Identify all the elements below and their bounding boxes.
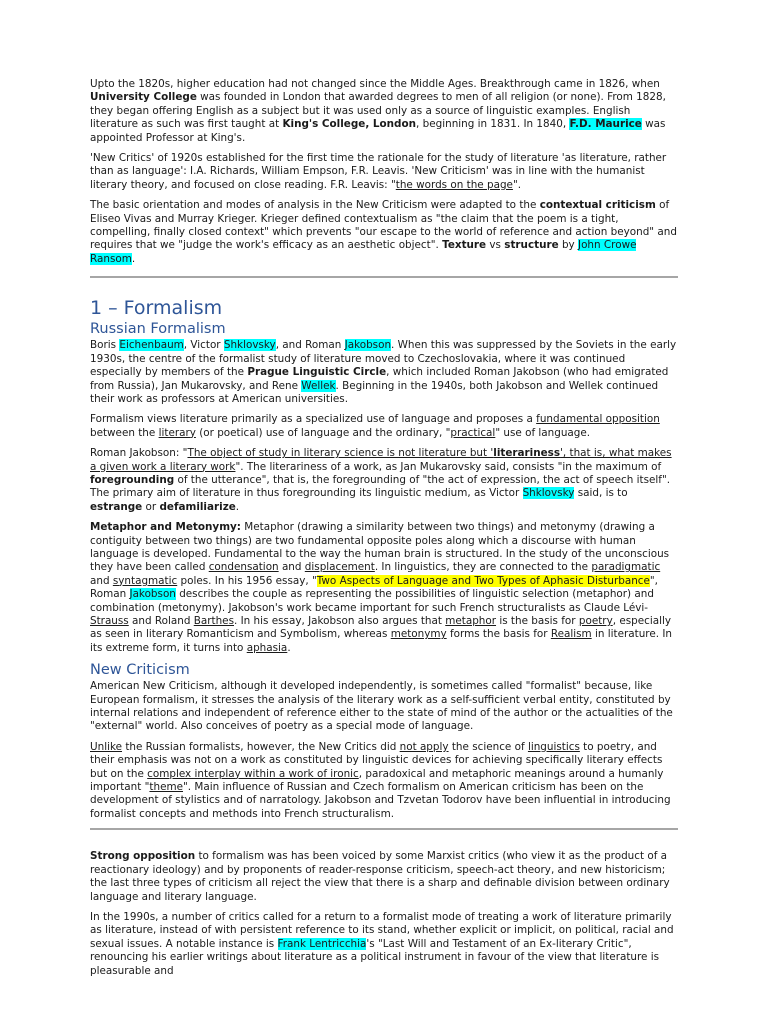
- subheading-russian-formalism: Russian Formalism: [90, 321, 226, 338]
- paragraph-unlike-russian: [90, 741, 678, 821]
- text: and: [90, 574, 113, 587]
- text: and: [278, 561, 305, 574]
- text: , Victor: [183, 339, 224, 352]
- document-page: [90, 78, 678, 985]
- text: Metaphor (drawing a similarity between two things) and metonymy (drawing a contiguity between two things) are two fundamental opposite poles along which a discourse with human language is developed. Fundamental to the way the human brain is structured. In the study of the unconscious they have been called: [90, 521, 670, 574]
- underlined-text: Barthes: [193, 615, 234, 627]
- bold-text: foregrounding: [90, 473, 175, 486]
- text: 'New Critics' of 1920s established for the first time the rationale for the study of literature 'as literature, rather than as language': I.A. Richards, William Empson, F.R. Leavis. 'New Criticism' was in line with the humanist literary theory, and focused on close reading. F.R. Leavis: ": [90, 152, 667, 191]
- text: to formalism was has been voiced by some Marxist critics (who view it as the product of a reactionary ideology) and by proponents of reader-response criticism, speech-act theory, and new historicism; the last three types of criticism all reject the view that there is a sharp and definable division between ordinary language and literary language.: [90, 850, 670, 903]
- highlighted-name: Wellek: [301, 379, 336, 392]
- text: , beginning in 1831. In 1840,: [416, 118, 570, 131]
- highlighted-name: Eichenbaum: [119, 339, 184, 352]
- text: between the: [90, 426, 159, 439]
- underlined-text: metaphor: [445, 615, 497, 627]
- text: is the basis for: [496, 615, 579, 627]
- highlighted-name: Frank Lentricchia: [277, 937, 367, 950]
- paragraph-literariness: [90, 447, 678, 514]
- underlined-text: ', that is, what makes a given work a literary work: [90, 447, 672, 473]
- text: or: [142, 500, 160, 513]
- paragraph-russian-formalists: [90, 339, 678, 406]
- paragraph-1990s-return: [90, 911, 678, 978]
- text: of Eliseo Vivas and Murray Krieger. Krieger defined contextualism as "the claim that the poem is a tight, compelling, finally closed context" which prevents "our escape to the world of reference and action beyond" and requires that we "judge the work's efficacy as an aesthetic object".: [90, 199, 677, 252]
- underlined-text: linguistics: [527, 740, 580, 753]
- text: (or poetical) use of language and the ordinary, ": [195, 426, 451, 439]
- underlined-text: poetry: [578, 615, 613, 627]
- underlined-text: condensation: [208, 561, 279, 574]
- highlighted-name: John Crowe Ransom: [90, 239, 637, 265]
- text: Formalism views literature primarily as a specialized use of language and proposes a: [90, 413, 537, 426]
- section-heading-formalism: 1 – Formalism: [90, 297, 223, 320]
- bold-text: Metaphor and Metonymy:: [90, 521, 241, 534]
- underlined-text: literary: [158, 426, 196, 439]
- text: , paradoxical and metaphoric meanings around a humanly important ": [90, 767, 664, 794]
- horizontal-rule: [90, 828, 678, 830]
- underlined-text: complex interplay within a work of ironic: [147, 767, 359, 780]
- underlined-text: Realism: [550, 628, 592, 641]
- text: . When this was suppressed by the Soviets in the early 1930s, the centre of the formalist study of literature moved to Czechoslovakia, where it was continued especially by members of the: [90, 339, 677, 379]
- underlined-text: practical: [450, 426, 496, 439]
- text: " use of language.: [495, 426, 591, 439]
- text: ".: [512, 178, 522, 191]
- text: to poetry, and their emphasis was not on a work as constituted by linguistic devices for achieving specifically literary effects but on the: [90, 740, 663, 780]
- paragraph-strong-opposition: [90, 850, 678, 904]
- text: ". The literariness of a work, as Jan Mukarovsky said, consists "in the maximum of: [235, 460, 662, 473]
- underlined-text: not apply: [399, 740, 449, 753]
- highlighted-name: Jakobson: [344, 339, 392, 352]
- underlined-text: Unlike: [90, 740, 123, 753]
- text: Roman Jakobson: ": [90, 447, 188, 460]
- text: .: [235, 500, 240, 513]
- text: ", Roman: [90, 574, 658, 601]
- bold-text: structure: [504, 239, 559, 252]
- text: was founded in London that awarded degrees to men of all religion (or none). From 1828, they began offering English as a subject but it was used only as a source of linguistic examples. English literature as such was first taught at: [90, 91, 666, 131]
- paragraph-higher-education: [90, 78, 678, 145]
- highlighted-name: Shklovsky: [223, 339, 276, 352]
- text: In the 1990s, a number of critics called for a return to a formalist mode of treating a work of literature primarily as literature, instead of with persistent reference to its stand, whether explicit or implicit, on political, racial and sexual issues. A notable instance is: [90, 910, 674, 950]
- bold-text: contextual criticism: [539, 199, 656, 212]
- highlighted-name: F.D. Maurice: [569, 118, 642, 131]
- bold-text: Prague Linguistic Circle: [247, 366, 387, 379]
- underlined-text: Strauss: [90, 615, 129, 627]
- bold-text: University College: [90, 91, 197, 104]
- text: poles. In his 1956 essay, ": [177, 574, 317, 587]
- bold-text: King's College, London: [282, 118, 417, 131]
- text: describes the couple as representing the possibilities of linguistic selection (metaphor) and combination (metonymy). Jakobson's work became important for such French structuralists as Claude Lévi-: [90, 588, 654, 614]
- text: Upto the 1820s, higher education had not changed since the Middle Ages. Breakthrough came in 1826, when: [90, 78, 660, 90]
- text: .: [131, 252, 136, 265]
- bold-text: estrange: [90, 500, 143, 513]
- text: and Roland: [128, 615, 194, 627]
- paragraph-formalism-views: [90, 413, 678, 440]
- text: by: [558, 239, 579, 252]
- text: . In his essay, Jakobson also argues that: [233, 615, 446, 627]
- text: said, is to: [574, 487, 628, 500]
- paragraph-new-critics: [90, 152, 678, 192]
- highlighted-essay-title: Two Aspects of Language and Two Types of Aphasic Disturbance: [316, 574, 650, 587]
- underlined-text: the words on the page: [395, 178, 513, 191]
- bold-text: Texture: [442, 239, 487, 252]
- text: .: [287, 641, 291, 654]
- underlined-text: The object of study in literary science is not literature but ': [187, 447, 494, 460]
- underlined-text: fundamental opposition: [536, 413, 660, 426]
- text: of the utterance", that is, the foregrounding of "the act of expression, the act of speech itself". The primary aim of literature in thus foregrounding its linguistic medium, as Victor: [90, 473, 671, 500]
- text: the Russian formalists, however, the New Critics did: [122, 740, 400, 753]
- text: , which included Roman Jakobson (who had emigrated from Russia), Jan Mukarovsky, and Rene: [90, 366, 669, 392]
- paragraph-metaphor-metonymy: [90, 521, 678, 655]
- bold-text: defamiliarize: [159, 500, 236, 513]
- underlined-text: metonymy: [390, 628, 447, 641]
- underlined-text: theme: [149, 781, 183, 794]
- text: , and Roman: [275, 339, 345, 352]
- horizontal-rule: [90, 276, 678, 278]
- underlined-text: syntagmatic: [112, 574, 178, 587]
- subheading-new-criticism: New Criticism: [90, 662, 190, 679]
- text: Boris: [90, 339, 120, 352]
- text: , especially as seen in literary Romanticism and Symbolism, whereas: [90, 615, 672, 641]
- text: 's "Last Will and Testament of an Ex-literary Critic", renouncing his earlier writings about literature as a political instrument in favour of the view that literature is pleasurable and: [90, 937, 660, 977]
- text: American New Criticism, although it developed independently, is sometimes called "formalist" because, like European formalism, it stresses the analysis of the literary work as a self-sufficient verbal entity, constituted by internal relations and independent of reference either to the state of mind of the author or the actualities of the "external" world. Also conceives of poetry as a special mode of language.: [90, 680, 673, 733]
- underlined-text: paradigmatic: [591, 561, 661, 574]
- bold-text: Strong opposition: [90, 850, 196, 863]
- text: The basic orientation and modes of analysis in the New Criticism were adapted to the: [90, 199, 540, 212]
- paragraph-contextual-criticism: [90, 199, 678, 266]
- underlined-text: aphasia: [246, 641, 288, 654]
- highlighted-name: Shklovsky: [522, 487, 575, 500]
- underlined-text: displacement: [304, 561, 375, 574]
- text: the science of: [448, 740, 528, 753]
- text: vs: [486, 239, 505, 252]
- text: in literature. In its extreme form, it turns into: [90, 628, 672, 654]
- text: . Beginning in the 1940s, both Jakobson and Wellek continued their work as professors at American universities.: [90, 379, 659, 405]
- text: . In linguistics, they are connected to the: [374, 561, 592, 574]
- text: forms the basis for: [446, 628, 551, 641]
- highlighted-name: Jakobson: [129, 588, 176, 601]
- text: was appointed Professor at King's.: [90, 118, 666, 144]
- paragraph-american-new-criticism: [90, 680, 678, 734]
- text: ". Main influence of Russian and Czech formalism on American criticism has been on the development of stylistics and of narratology. Jakobson and Tzvetan Todorov have been influential in introducing formalist concepts and methods into French structuralism.: [90, 781, 671, 820]
- bold-underlined-text: literariness: [493, 447, 561, 460]
